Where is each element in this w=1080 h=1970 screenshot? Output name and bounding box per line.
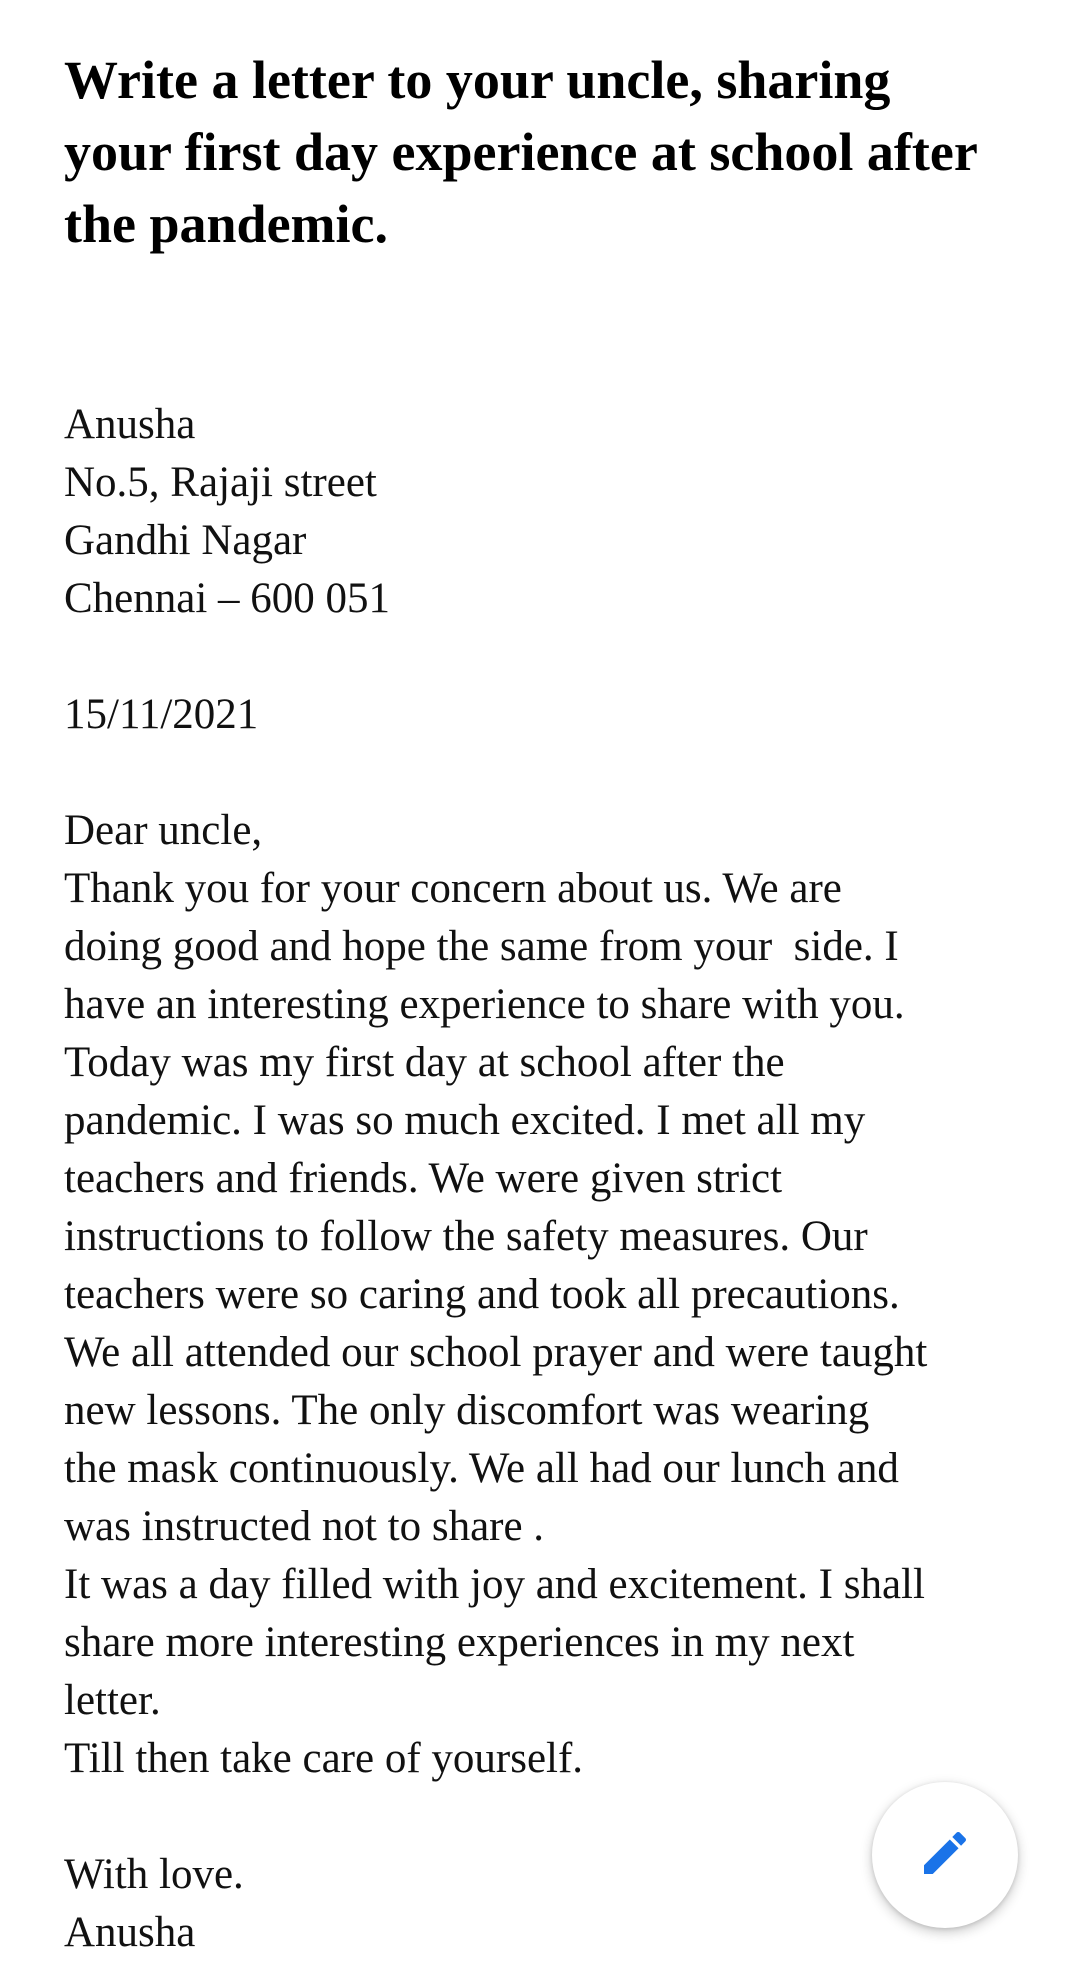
letter	[64, 396, 1044, 1962]
address-line: No.5, Rajaji street	[64, 459, 377, 506]
body-line: share more interesting experiences in my next	[64, 1619, 855, 1666]
body-line: teachers were so caring and took all precautions.	[64, 1271, 900, 1318]
body-line: the mask continuously. We all had our lunch and	[64, 1445, 899, 1492]
body-line: It was a day filled with joy and excitement. I shall	[64, 1561, 925, 1608]
body-line: was instructed not to share .	[64, 1503, 545, 1550]
body-line: have an interesting experience to share with you.	[64, 981, 905, 1028]
body-line: teachers and friends. We were given strict	[64, 1155, 783, 1202]
body-line: doing good and hope the same from your side. I	[64, 923, 899, 970]
document-page	[64, 44, 1044, 1962]
body-line: instructions to follow the safety measures. Our	[64, 1213, 868, 1260]
closing: With love.	[64, 1851, 244, 1898]
address-line: Chennai – 600 051	[64, 575, 391, 622]
salutation: Dear uncle,	[64, 807, 263, 854]
page-title: Write a letter to your uncle, sharing your first day experience at school after the pandemic.	[64, 50, 977, 254]
body-line: pandemic. I was so much excited. I met all my	[64, 1097, 866, 1144]
body-line: Thank you for your concern about us. We are	[64, 865, 842, 912]
body-line: Today was my first day at school after the	[64, 1039, 785, 1086]
address-line: Gandhi Nagar	[64, 517, 307, 564]
signature: Anusha	[64, 1909, 196, 1956]
body-line: letter.	[64, 1677, 161, 1724]
letter-body	[64, 860, 1044, 1788]
sender-name: Anusha	[64, 401, 196, 448]
pencil-icon	[917, 1825, 973, 1886]
body-line: Till then take care of yourself.	[64, 1735, 584, 1782]
body-line: new lessons. The only discomfort was wearing	[64, 1387, 870, 1434]
body-line: We all attended our school prayer and were taught	[64, 1329, 928, 1376]
letter-date: 15/11/2021	[64, 691, 259, 738]
edit-button[interactable]	[872, 1782, 1018, 1928]
